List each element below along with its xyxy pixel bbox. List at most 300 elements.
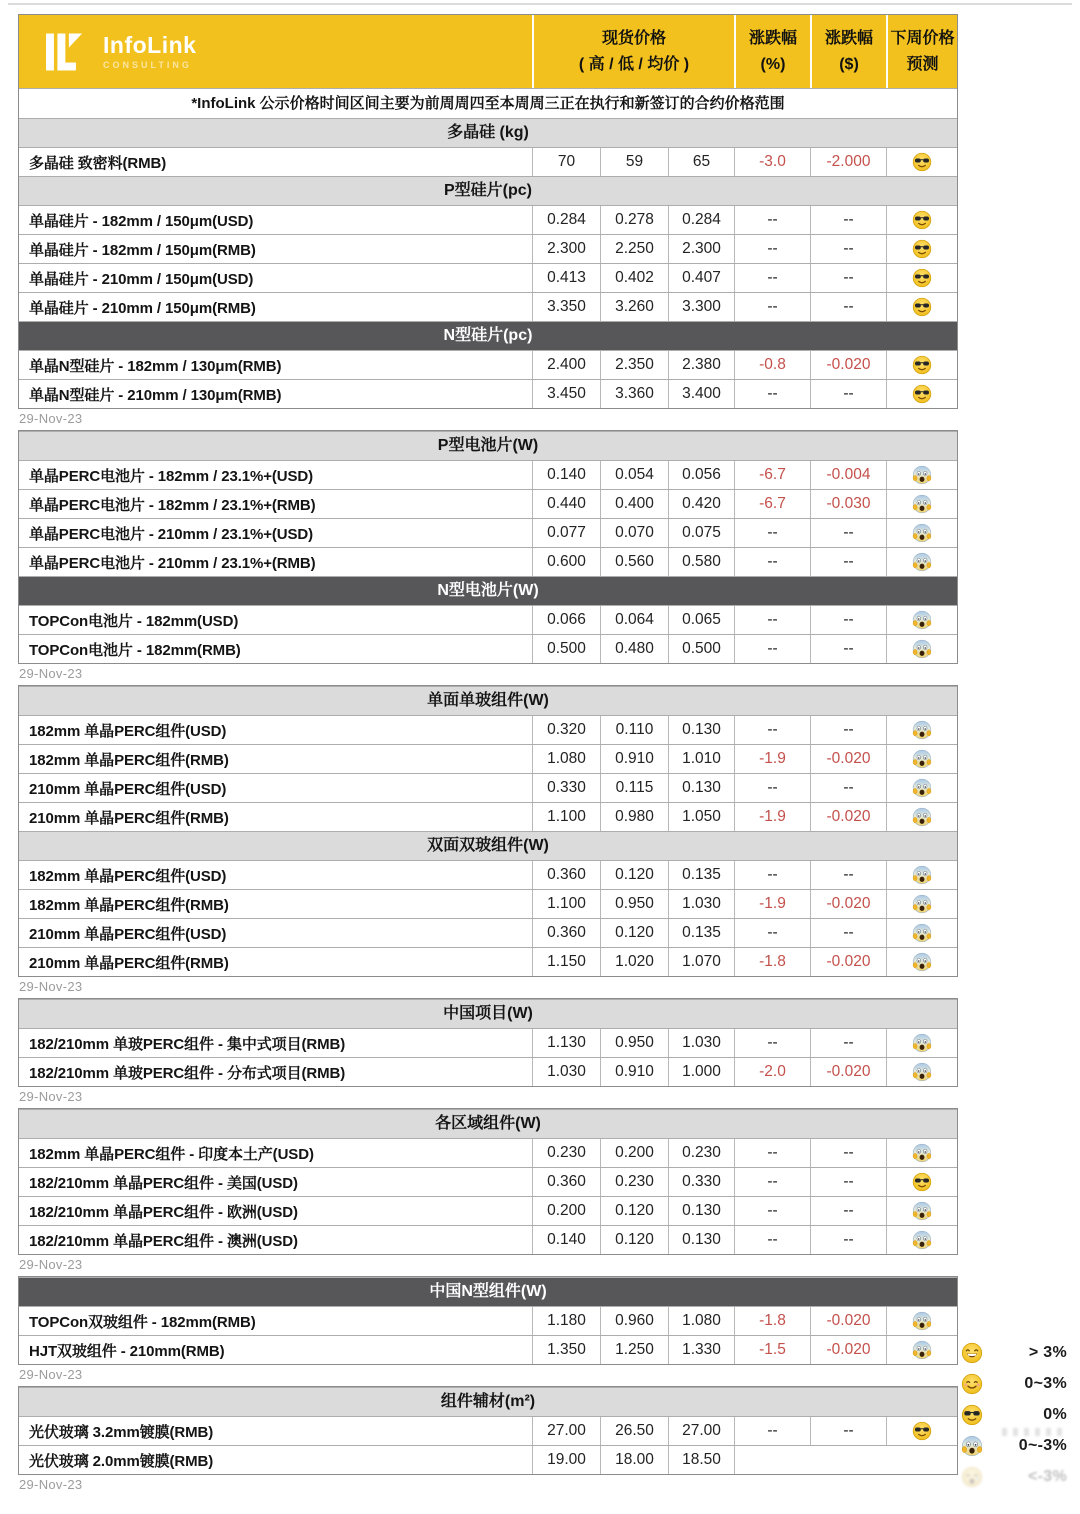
price-high: 1.350: [532, 1336, 600, 1364]
sunglasses-face: [912, 239, 932, 259]
price-low: 0.278: [600, 206, 668, 234]
scream-face: [912, 494, 932, 514]
scream-face: [912, 1033, 932, 1053]
price-low: 3.360: [600, 380, 668, 408]
forecast-cell: [886, 461, 957, 489]
sunglasses-face: [912, 210, 932, 230]
table-row: [19, 1416, 957, 1445]
change-usd: --: [810, 548, 886, 576]
price-low: 0.070: [600, 519, 668, 547]
change-usd: [810, 1446, 886, 1474]
brand-name: InfoLink: [103, 31, 197, 58]
table-row: [19, 744, 957, 773]
change-usd: --: [810, 380, 886, 408]
row-label: TOPCon双玻组件 - 182mm(RMB): [29, 1313, 256, 1331]
price-high: 0.140: [532, 1226, 600, 1254]
row-label: 182/210mm 单晶PERC组件 - 美国(USD): [29, 1174, 298, 1192]
price-high: 1.100: [532, 890, 600, 918]
price-high: 0.500: [532, 635, 600, 663]
change-usd: -0.020: [810, 1058, 886, 1086]
change-pct: -1.9: [734, 803, 810, 831]
table-row: [19, 460, 957, 489]
row-label: 单晶硅片 - 182mm / 150μm(USD): [29, 212, 254, 230]
change-usd: --: [810, 1226, 886, 1254]
row-label: 单晶硅片 - 210mm / 150μm(RMB): [29, 299, 256, 317]
sunglasses-face: [961, 1404, 983, 1426]
price-table-block: [18, 1386, 958, 1475]
table-row: [19, 1057, 957, 1086]
section-header: N型硅片(pc): [19, 321, 957, 350]
logo-text: [103, 33, 196, 70]
price-period-note: *InfoLink 公示价格时间区间主要为前周周四至本周周三正在执行和新签订的合约价格范围: [19, 88, 957, 118]
change-pct: -1.5: [734, 1336, 810, 1364]
price-avg: 0.130: [668, 1197, 734, 1225]
row-label: TOPCon电池片 - 182mm(RMB): [29, 641, 241, 659]
forecast-cell: [886, 1226, 957, 1254]
row-label: 182mm 单晶PERC组件(USD): [29, 867, 227, 885]
table-row: [19, 263, 957, 292]
change-usd: --: [810, 293, 886, 321]
price-avg: 2.380: [668, 351, 734, 379]
change-pct: -6.7: [734, 461, 810, 489]
price-high: 70: [532, 148, 600, 176]
table-row: [19, 889, 957, 918]
scream-face: [912, 523, 932, 543]
scream-face: [912, 720, 932, 740]
price-avg: 0.580: [668, 548, 734, 576]
forecast-cell: [886, 1336, 957, 1364]
price-avg: 0.130: [668, 1226, 734, 1254]
change-usd: --: [810, 1168, 886, 1196]
table-row: [19, 1167, 957, 1196]
price-avg: 1.030: [668, 890, 734, 918]
table-row: [19, 1225, 957, 1254]
change-pct: -3.0: [734, 148, 810, 176]
section-header: 组件辅材(m²): [19, 1387, 957, 1416]
col-header-change-pct: [734, 15, 810, 88]
price-high: 2.400: [532, 351, 600, 379]
date-label: 29-Nov-23: [19, 1367, 83, 1382]
change-pct: --: [734, 235, 810, 263]
table-row: [19, 147, 957, 176]
price-low: 0.230: [600, 1168, 668, 1196]
sunglasses-face: [912, 355, 932, 375]
table-row: [19, 489, 957, 518]
forecast-cell: [886, 919, 957, 947]
price-avg: 1.030: [668, 1029, 734, 1057]
price-avg: 27.00: [668, 1417, 734, 1445]
change-usd: -0.020: [810, 890, 886, 918]
forecast-cell: [886, 1307, 957, 1335]
price-high: 0.600: [532, 548, 600, 576]
table-row: [19, 379, 957, 408]
scream-face: [912, 749, 932, 769]
change-usd: --: [810, 1029, 886, 1057]
row-label: 210mm 单晶PERC组件(USD): [29, 780, 227, 798]
change-pct: --: [734, 861, 810, 889]
table-row: [19, 860, 957, 889]
main-table-sections: [19, 118, 957, 408]
change-pct: --: [734, 206, 810, 234]
price-high: 0.230: [532, 1139, 600, 1167]
change-pct: --: [734, 1029, 810, 1057]
price-avg: 0.130: [668, 716, 734, 744]
section-header: N型电池片(W): [19, 576, 957, 605]
forecast-cell: [886, 774, 957, 802]
section-header: 单面单玻组件(W): [19, 686, 957, 715]
change-pct: --: [734, 1168, 810, 1196]
row-label: 单晶PERC电池片 - 210mm / 23.1%+(USD): [29, 525, 314, 543]
price-avg: 65: [668, 148, 734, 176]
date-label: 29-Nov-23: [19, 411, 83, 426]
scream-face: [912, 552, 932, 572]
legend-label: 0~-3%: [1018, 1436, 1067, 1454]
table-row: [19, 234, 957, 263]
forecast-cell: [886, 1446, 957, 1474]
table-row: [19, 547, 957, 576]
change-pct: --: [734, 519, 810, 547]
col-header-spot-price-sub: ( 高 / 低 / 均价 ): [578, 55, 690, 73]
change-usd: --: [810, 919, 886, 947]
section-header: 双面双玻组件(W): [19, 831, 957, 860]
sunglasses-face: [912, 1172, 932, 1192]
price-low: 0.480: [600, 635, 668, 663]
row-label: 182mm 单晶PERC组件(RMB): [29, 751, 229, 769]
price-low: 0.960: [600, 1307, 668, 1335]
price-low: 0.910: [600, 745, 668, 773]
price-high: 3.450: [532, 380, 600, 408]
forecast-cell: [886, 1168, 957, 1196]
table-row: [19, 802, 957, 831]
change-pct: -1.8: [734, 1307, 810, 1335]
table-row: [19, 1028, 957, 1057]
forecast-cell: [886, 1058, 957, 1086]
table-row: [19, 918, 957, 947]
scream-face: [912, 778, 932, 798]
change-usd: -0.020: [810, 745, 886, 773]
price-avg: 0.420: [668, 490, 734, 518]
price-low: 0.400: [600, 490, 668, 518]
row-label: 单晶硅片 - 182mm / 150μm(RMB): [29, 241, 256, 259]
brand-cell: [19, 15, 532, 88]
row-label: 单晶PERC电池片 - 182mm / 23.1%+(RMB): [29, 496, 316, 514]
price-table-block: [18, 685, 958, 977]
price-table-block: [18, 1276, 958, 1365]
date-label: 29-Nov-23: [19, 1257, 83, 1272]
price-avg: 1.070: [668, 948, 734, 976]
forecast-cell: [886, 1029, 957, 1057]
change-usd: --: [810, 1417, 886, 1445]
scream-face: [912, 610, 932, 630]
change-usd: -0.020: [810, 351, 886, 379]
change-pct: -2.0: [734, 1058, 810, 1086]
table-row: [19, 518, 957, 547]
sunglasses-face: [912, 297, 932, 317]
price-low: 0.110: [600, 716, 668, 744]
table-row: [19, 205, 957, 234]
table-row: [19, 1196, 957, 1225]
row-label: 182/210mm 单晶PERC组件 - 欧洲(USD): [29, 1203, 298, 1221]
scream-face: [912, 807, 932, 827]
price-avg: 3.400: [668, 380, 734, 408]
date-label: 29-Nov-23: [19, 1477, 83, 1492]
forecast-cell: [886, 380, 957, 408]
price-low: 0.950: [600, 1029, 668, 1057]
price-avg: 0.230: [668, 1139, 734, 1167]
sunglasses-face: [912, 1421, 932, 1441]
price-low: 0.560: [600, 548, 668, 576]
change-pct: --: [734, 1417, 810, 1445]
change-usd: --: [810, 635, 886, 663]
sob-face: [961, 1466, 983, 1488]
scream-face: [912, 1062, 932, 1082]
price-low: 26.50: [600, 1417, 668, 1445]
table-row: [19, 634, 957, 663]
change-pct: -6.7: [734, 490, 810, 518]
change-usd: --: [810, 1197, 886, 1225]
scream-face: [961, 1435, 983, 1457]
price-high: 0.360: [532, 1168, 600, 1196]
table-row: [19, 1445, 957, 1474]
smile-face: [961, 1373, 983, 1395]
row-label: 多晶硅 致密料(RMB): [29, 154, 167, 172]
sunglasses-face: [912, 384, 932, 404]
price-high: 1.180: [532, 1307, 600, 1335]
forecast-cell: [886, 264, 957, 292]
forecast-cell: [886, 803, 957, 831]
price-low: 59: [600, 148, 668, 176]
change-usd: --: [810, 264, 886, 292]
forecast-cell: [886, 235, 957, 263]
section-header: 多晶硅 (kg): [19, 118, 957, 147]
change-pct: --: [734, 716, 810, 744]
price-high: 19.00: [532, 1446, 600, 1474]
table-row: [19, 605, 957, 634]
forecast-cell: [886, 351, 957, 379]
legend-item: [961, 1337, 1067, 1368]
date-label: 29-Nov-23: [19, 979, 83, 994]
price-avg: 0.330: [668, 1168, 734, 1196]
forecast-cell: [886, 716, 957, 744]
row-label: TOPCon电池片 - 182mm(USD): [29, 612, 239, 630]
price-high: 0.440: [532, 490, 600, 518]
col-header-change-usd-title: 涨跌幅: [824, 29, 873, 47]
change-usd: --: [810, 235, 886, 263]
sunglasses-face: [912, 268, 932, 288]
change-pct: --: [734, 548, 810, 576]
section-header: P型硅片(pc): [19, 176, 957, 205]
scream-face: [912, 1230, 932, 1250]
col-header-forecast: [886, 15, 957, 88]
price-high: 1.080: [532, 745, 600, 773]
section-header: 各区域组件(W): [19, 1109, 957, 1138]
row-label: 182/210mm 单玻PERC组件 - 集中式项目(RMB): [29, 1035, 346, 1053]
forecast-cell: [886, 519, 957, 547]
scream-face: [912, 894, 932, 914]
price-high: 1.100: [532, 803, 600, 831]
col-header-forecast-sub: 预测: [906, 55, 939, 73]
forecast-legend: [961, 1337, 1067, 1492]
forecast-cell: [886, 548, 957, 576]
price-avg: 0.135: [668, 861, 734, 889]
price-low: 0.120: [600, 861, 668, 889]
price-low: 0.120: [600, 1226, 668, 1254]
forecast-cell: [886, 206, 957, 234]
price-low: 2.350: [600, 351, 668, 379]
table-row: [19, 947, 957, 976]
table-row: [19, 350, 957, 379]
price-high: 0.140: [532, 461, 600, 489]
forecast-cell: [886, 1417, 957, 1445]
price-low: 0.402: [600, 264, 668, 292]
price-avg: 0.407: [668, 264, 734, 292]
table-blocks: [18, 411, 958, 1492]
price-high: 0.284: [532, 206, 600, 234]
scream-face: [912, 865, 932, 885]
price-low: 0.115: [600, 774, 668, 802]
change-pct: [734, 1446, 810, 1474]
price-avg: 1.330: [668, 1336, 734, 1364]
price-table-block: [18, 998, 958, 1087]
price-high: 1.030: [532, 1058, 600, 1086]
change-pct: -1.9: [734, 745, 810, 773]
price-avg: 1.010: [668, 745, 734, 773]
price-low: 0.120: [600, 1197, 668, 1225]
change-usd: --: [810, 606, 886, 634]
price-low: 0.910: [600, 1058, 668, 1086]
price-low: 0.064: [600, 606, 668, 634]
row-label: 单晶硅片 - 210mm / 150μm(USD): [29, 270, 254, 288]
legend-label: 0%: [1043, 1405, 1067, 1423]
price-avg: 3.300: [668, 293, 734, 321]
row-label: 210mm 单晶PERC组件(RMB): [29, 809, 229, 827]
price-high: 0.320: [532, 716, 600, 744]
price-low: 0.200: [600, 1139, 668, 1167]
table-row: [19, 1335, 957, 1364]
price-high: 0.360: [532, 919, 600, 947]
section-header: P型电池片(W): [19, 431, 957, 460]
price-high: 0.330: [532, 774, 600, 802]
forecast-cell: [886, 635, 957, 663]
row-label: 182/210mm 单玻PERC组件 - 分布式项目(RMB): [29, 1064, 346, 1082]
row-label: 182mm 单晶PERC组件 - 印度本土产(USD): [29, 1145, 314, 1163]
row-label: 单晶N型硅片 - 210mm / 130μm(RMB): [29, 386, 282, 404]
change-pct: -1.9: [734, 890, 810, 918]
col-header-forecast-title: 下周价格: [890, 29, 955, 47]
change-pct: --: [734, 1226, 810, 1254]
price-avg: 0.056: [668, 461, 734, 489]
row-label: 182/210mm 单晶PERC组件 - 澳洲(USD): [29, 1232, 298, 1250]
row-label: HJT双玻组件 - 210mm(RMB): [29, 1342, 225, 1360]
scream-face: [912, 1311, 932, 1331]
price-avg: 1.080: [668, 1307, 734, 1335]
price-avg: 2.300: [668, 235, 734, 263]
row-label: 182mm 单晶PERC组件(RMB): [29, 896, 229, 914]
legend-label: 0~3%: [1024, 1374, 1067, 1392]
forecast-cell: [886, 148, 957, 176]
price-avg: 0.075: [668, 519, 734, 547]
price-avg: 0.284: [668, 206, 734, 234]
price-high: 0.360: [532, 861, 600, 889]
price-avg: 0.135: [668, 919, 734, 947]
price-high: 1.130: [532, 1029, 600, 1057]
table-row: [19, 292, 957, 321]
price-avg: 0.130: [668, 774, 734, 802]
row-label: 210mm 单晶PERC组件(USD): [29, 925, 227, 943]
price-low: 0.950: [600, 890, 668, 918]
change-usd: --: [810, 774, 886, 802]
change-usd: -0.020: [810, 803, 886, 831]
price-high: 0.077: [532, 519, 600, 547]
price-high: 1.150: [532, 948, 600, 976]
change-usd: --: [810, 206, 886, 234]
change-pct: -1.8: [734, 948, 810, 976]
price-avg: 18.50: [668, 1446, 734, 1474]
change-pct: --: [734, 293, 810, 321]
price-avg: 1.000: [668, 1058, 734, 1086]
price-report-page: [18, 14, 958, 1496]
legend-item: [961, 1461, 1067, 1492]
price-avg: 0.065: [668, 606, 734, 634]
section-header: 中国项目(W): [19, 999, 957, 1028]
forecast-cell: [886, 490, 957, 518]
table-row: [19, 715, 957, 744]
change-pct: --: [734, 774, 810, 802]
sunglasses-face: [912, 152, 932, 172]
price-low: 3.260: [600, 293, 668, 321]
change-usd: -0.020: [810, 1307, 886, 1335]
price-high: 0.413: [532, 264, 600, 292]
price-high: 3.350: [532, 293, 600, 321]
infolink-logo-icon: [43, 30, 93, 74]
col-header-spot-price: [532, 15, 734, 88]
row-label: 光伏玻璃 2.0mm镀膜(RMB): [29, 1452, 214, 1470]
scream-face: [912, 1201, 932, 1221]
forecast-cell: [886, 1139, 957, 1167]
change-pct: --: [734, 635, 810, 663]
row-label: 单晶PERC电池片 - 182mm / 23.1%+(USD): [29, 467, 314, 485]
row-label: 单晶PERC电池片 - 210mm / 23.1%+(RMB): [29, 554, 316, 572]
price-low: 2.250: [600, 235, 668, 263]
col-header-change-usd: [810, 15, 886, 88]
forecast-cell: [886, 606, 957, 634]
forecast-cell: [886, 293, 957, 321]
table-header-row: [19, 15, 957, 88]
brand-subtitle: CONSULTING: [103, 60, 192, 71]
col-header-spot-price-title: 现货价格: [601, 29, 666, 47]
price-high: 27.00: [532, 1417, 600, 1445]
forecast-cell: [886, 1197, 957, 1225]
price-table-block: [18, 1108, 958, 1255]
legend-label: <-3%: [1028, 1467, 1067, 1485]
price-avg: 1.050: [668, 803, 734, 831]
row-label: 210mm 单晶PERC组件(RMB): [29, 954, 229, 972]
table-row: [19, 773, 957, 802]
erased-remnant: [1002, 1428, 1064, 1436]
forecast-cell: [886, 890, 957, 918]
table-row: [19, 1306, 957, 1335]
infolink-logo: [43, 30, 196, 74]
row-label: 单晶N型硅片 - 182mm / 130μm(RMB): [29, 357, 282, 375]
section-header: 中国N型组件(W): [19, 1277, 957, 1306]
price-low: 0.980: [600, 803, 668, 831]
forecast-cell: [886, 745, 957, 773]
date-label: 29-Nov-23: [19, 666, 83, 681]
legend-item: [961, 1368, 1067, 1399]
forecast-cell: [886, 861, 957, 889]
forecast-cell: [886, 948, 957, 976]
change-pct: --: [734, 1197, 810, 1225]
